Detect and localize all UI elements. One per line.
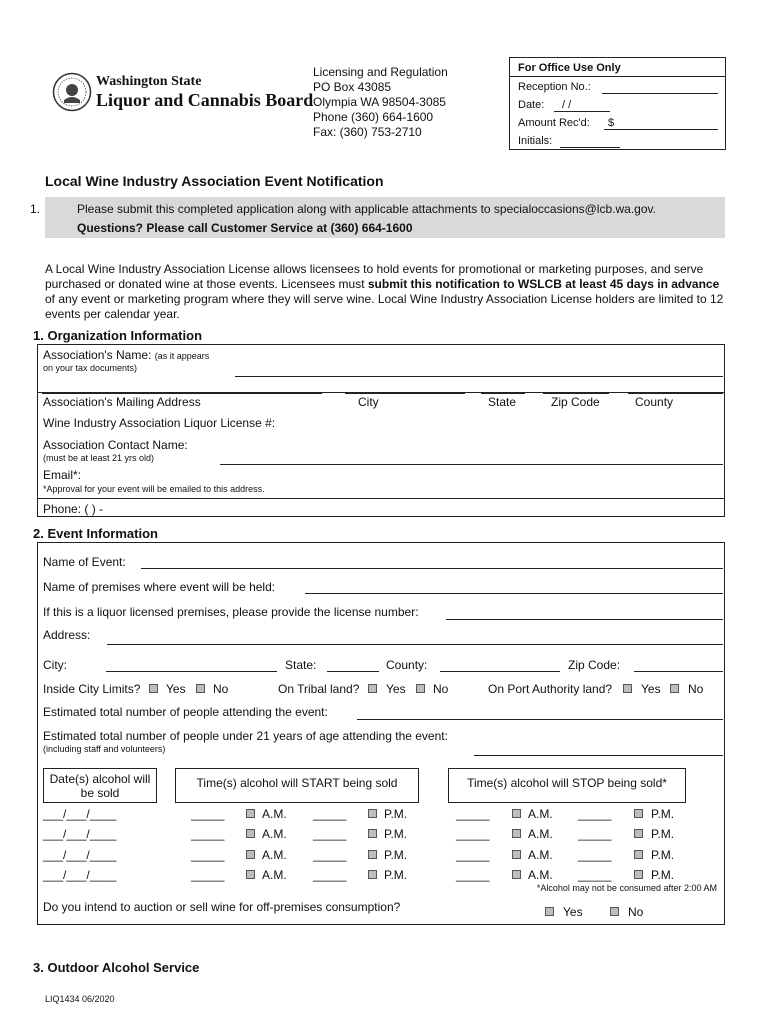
stop-pm-checkbox[interactable] — [634, 829, 643, 838]
premises-label: Name of premises where event will be held: — [43, 580, 276, 594]
county-field[interactable] — [628, 393, 723, 394]
port-label: On Port Authority land? — [488, 682, 613, 696]
stop-pm-checkbox[interactable] — [634, 850, 643, 859]
state-label: State — [488, 395, 517, 409]
start-pm-time-field[interactable]: _____ — [313, 868, 347, 882]
start-am-checkbox[interactable] — [246, 850, 255, 859]
address-line: Olympia WA 98504-3085 — [313, 95, 446, 109]
stop-am-checkbox[interactable] — [512, 809, 521, 818]
county-label: County: — [386, 658, 428, 672]
tribal-no-label: No — [433, 682, 449, 696]
auction-yes-checkbox[interactable] — [545, 907, 554, 916]
city-limits-no-checkbox[interactable] — [196, 684, 205, 693]
organization-box — [37, 344, 725, 517]
city-field[interactable] — [106, 671, 277, 672]
start-pm-checkbox[interactable] — [368, 809, 377, 818]
start-pm-time-field[interactable]: _____ — [313, 827, 347, 841]
stop-pm-checkbox[interactable] — [634, 809, 643, 818]
dates-column-header — [43, 768, 157, 803]
start-column-header — [175, 768, 419, 803]
stop-pm-time-field[interactable]: _____ — [578, 827, 612, 841]
stop-pm-time-field[interactable]: _____ — [578, 868, 612, 882]
city-limits-yes-checkbox[interactable] — [149, 684, 158, 693]
instruction-line1: Please submit this completed application along with applicable attachments to specialoccasions@lcb.wa.gov. — [77, 202, 656, 216]
auction-no-label: No — [628, 905, 644, 919]
address-line: Phone (360) 664-1600 — [313, 110, 434, 124]
logo-line2: Liquor and Cannabis Board — [96, 90, 314, 110]
alcohol-note: *Alcohol may not be consumed after 2:00 AM — [536, 883, 717, 893]
assoc-name-note1: (as it appears — [154, 351, 210, 361]
initials-label: Initials: — [518, 135, 553, 147]
amount-field[interactable] — [604, 129, 718, 130]
start-time-field[interactable]: _____ — [191, 868, 225, 882]
stop-pm-time-field[interactable]: _____ — [578, 848, 612, 862]
start-pm-label: P.M. — [384, 868, 408, 882]
office-use-box — [509, 57, 726, 150]
stop-time-field[interactable]: _____ — [456, 848, 490, 862]
section2-heading: 2. Event Information — [33, 526, 158, 541]
address-line: Fax: (360) 753-2710 — [313, 125, 422, 139]
date-field[interactable] — [554, 111, 610, 112]
date-separator: / / — [562, 99, 572, 111]
auction-no-checkbox[interactable] — [610, 907, 619, 916]
start-pm-time-field[interactable]: _____ — [313, 848, 347, 862]
start-pm-checkbox[interactable] — [368, 829, 377, 838]
form-id: LIQ1434 06/2020 — [45, 994, 115, 1004]
address-label: Address: — [43, 628, 91, 642]
stop-am-checkbox[interactable] — [512, 829, 521, 838]
start-am-label: A.M. — [262, 827, 287, 841]
county-field[interactable] — [440, 671, 560, 672]
reception-label: Reception No.: — [518, 81, 591, 93]
section3-heading: 3. Outdoor Alcohol Service — [33, 960, 200, 975]
stop-pm-label: P.M. — [651, 807, 675, 821]
date-row[interactable]: ___/___/____ — [43, 807, 117, 821]
contact-label: Association Contact Name: — [43, 438, 188, 452]
assoc-name-label — [43, 348, 209, 362]
start-am-label: A.M. — [262, 848, 287, 862]
license-label: Wine Industry Association Liquor License #: — [43, 416, 276, 430]
phone-label: Phone: ( ) - — [43, 502, 104, 516]
intro-bold: submit this notification to WSLCB at least 45 days in advance — [367, 277, 720, 291]
mailing-address-field[interactable] — [42, 393, 322, 394]
start-pm-label: P.M. — [384, 807, 408, 821]
reception-field[interactable] — [602, 93, 718, 94]
zip-field[interactable] — [634, 671, 723, 672]
zip-label: Zip Code: — [568, 658, 621, 672]
start-am-checkbox[interactable] — [246, 829, 255, 838]
stop-am-checkbox[interactable] — [512, 850, 521, 859]
zip-field[interactable] — [543, 393, 609, 394]
amount-label: Amount Rec'd: — [518, 117, 590, 129]
license-number-field[interactable] — [446, 619, 723, 620]
stop-pm-checkbox[interactable] — [634, 870, 643, 879]
tribal-no-checkbox[interactable] — [416, 684, 425, 693]
agency-logo — [52, 72, 314, 116]
port-yes-checkbox[interactable] — [623, 684, 632, 693]
state-field[interactable] — [327, 671, 379, 672]
tribal-yes-label: Yes — [386, 682, 406, 696]
tribal-yes-checkbox[interactable] — [368, 684, 377, 693]
start-am-checkbox[interactable] — [246, 809, 255, 818]
premises-field[interactable] — [305, 593, 723, 594]
stop-am-label: A.M. — [528, 807, 553, 821]
dates-column-label: Date(s) alcohol will be sold — [49, 772, 151, 800]
assoc-name-note2: on your tax documents) — [43, 363, 138, 373]
address-field[interactable] — [107, 644, 723, 645]
initials-field[interactable] — [560, 147, 620, 148]
stop-column-header — [448, 768, 686, 803]
auction-label: Do you intend to auction or sell wine for off-premises consumption? — [43, 900, 401, 914]
stop-pm-label: P.M. — [651, 868, 675, 882]
under21-note: (including staff and volunteers) — [43, 744, 166, 754]
start-pm-label: P.M. — [384, 848, 408, 862]
start-pm-time-field[interactable]: _____ — [313, 807, 347, 821]
date-row[interactable]: ___/___/____ — [43, 868, 117, 882]
instruction-number: 1. — [30, 202, 41, 216]
event-name-field[interactable] — [141, 568, 723, 569]
port-no-checkbox[interactable] — [670, 684, 679, 693]
state-field[interactable] — [481, 393, 525, 394]
license-number-label: If this is a liquor licensed premises, please provide the license number: — [43, 605, 419, 619]
start-time-field[interactable]: _____ — [191, 827, 225, 841]
port-no-label: No — [688, 682, 704, 696]
date-row[interactable]: ___/___/____ — [43, 827, 117, 841]
intro-text-end: of any event or marketing program where they will serve wine. Local Wine Industry Association License holders are limited to 12 events per calendar year. — [45, 292, 724, 321]
attending-field[interactable] — [357, 719, 723, 720]
date-label: Date: — [518, 99, 545, 111]
stop-am-checkbox[interactable] — [512, 870, 521, 879]
assoc-name-field[interactable] — [235, 376, 723, 377]
auction-yes-label: Yes — [563, 905, 583, 919]
contact-name-field[interactable] — [220, 464, 723, 465]
event-box — [37, 542, 725, 925]
event-name-label: Name of Event: — [43, 555, 126, 569]
city-label: City: — [43, 658, 67, 672]
contact-note: (must be at least 21 yrs old) — [43, 453, 155, 463]
agency-address — [313, 65, 448, 140]
start-am-label: A.M. — [262, 807, 287, 821]
under21-label: Estimated total number of people under 21 years of age attending the event: — [43, 729, 448, 743]
state-seal-icon — [52, 72, 92, 112]
stop-am-label: A.M. — [528, 868, 553, 882]
stop-pm-time-field[interactable]: _____ — [578, 807, 612, 821]
attending-label: Estimated total number of people attending the event: — [43, 705, 328, 719]
stop-time-field[interactable]: _____ — [456, 827, 490, 841]
email-label: Email*: — [43, 468, 82, 482]
start-pm-checkbox[interactable] — [368, 850, 377, 859]
stop-am-label: A.M. — [528, 848, 553, 862]
instruction-line2: Questions? Please call Customer Service at (360) 664-1600 — [77, 221, 413, 235]
stop-column-label: Time(s) alcohol will STOP being sold* — [467, 776, 667, 790]
stop-pm-label: P.M. — [651, 848, 675, 862]
start-am-checkbox[interactable] — [246, 870, 255, 879]
address-line: Licensing and Regulation — [313, 65, 448, 79]
stop-time-field[interactable]: _____ — [456, 807, 490, 821]
state-label: State: — [285, 658, 317, 672]
logo-line1: Washington State — [96, 74, 202, 89]
port-yes-label: Yes — [641, 682, 661, 696]
intro-text: A Local Wine Industry Association License allows licensees to hold events for promotional or marketing purposes, and serve purchased or donated wine at those events. Licensees must — [45, 262, 704, 291]
zip-label: Zip Code — [551, 395, 600, 409]
section1-heading: 1. Organization Information — [33, 328, 203, 343]
county-label: County — [635, 395, 674, 409]
start-pm-label: P.M. — [384, 827, 408, 841]
tribal-label: On Tribal land? — [278, 682, 360, 696]
start-am-label: A.M. — [262, 868, 287, 882]
city-limits-label: Inside City Limits? — [43, 682, 141, 696]
city-label: City — [358, 395, 379, 409]
form-title: Local Wine Industry Association Event Notification — [45, 173, 384, 189]
start-time-field[interactable]: _____ — [191, 848, 225, 862]
assoc-name-text: Association's Name: — [43, 348, 152, 362]
city-limits-yes-label: Yes — [166, 682, 186, 696]
city-field[interactable] — [345, 393, 465, 394]
intro-paragraph — [45, 262, 725, 322]
start-pm-checkbox[interactable] — [368, 870, 377, 879]
email-note: *Approval for your event will be emailed to this address. — [43, 484, 265, 494]
start-column-label: Time(s) alcohol will START being sold — [196, 776, 398, 790]
city-limits-no-label: No — [213, 682, 229, 696]
address-line: PO Box 43085 — [313, 80, 392, 94]
office-use-title: For Office Use Only — [518, 62, 621, 74]
under21-field[interactable] — [474, 755, 723, 756]
amount-symbol: $ — [608, 117, 615, 129]
stop-time-field[interactable]: _____ — [456, 868, 490, 882]
stop-am-label: A.M. — [528, 827, 553, 841]
mailing-address-label: Association's Mailing Address — [43, 395, 201, 409]
stop-pm-label: P.M. — [651, 827, 675, 841]
start-time-field[interactable]: _____ — [191, 807, 225, 821]
date-row[interactable]: ___/___/____ — [43, 848, 117, 862]
